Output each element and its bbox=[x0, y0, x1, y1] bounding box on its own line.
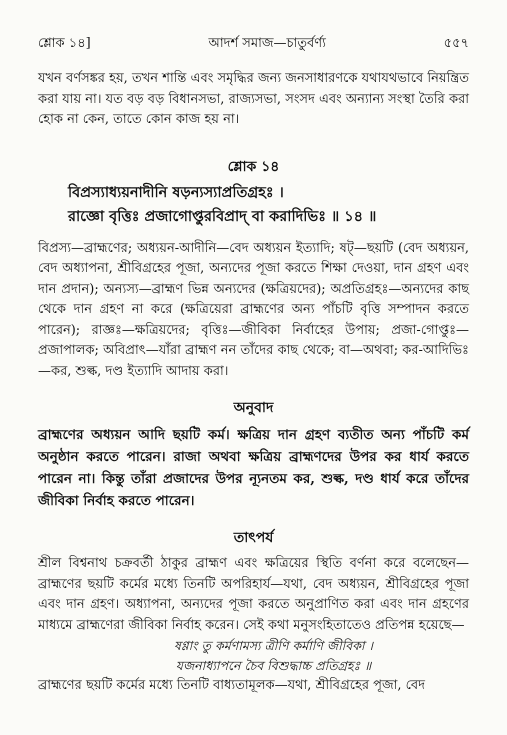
translation-heading: অনুবাদ bbox=[233, 400, 274, 416]
verse-line-1: বিপ্রস্যাধ্যয়নাদীনি ষড়ন্যস্যাপ্রতিগ্রহঃ । bbox=[68, 183, 284, 201]
quote-line-1: ষণ্ণাং তু কর্মণামস্য ত্রীণি কর্মাণি জীবিকা । bbox=[173, 638, 374, 653]
translation-text: ব্রাহ্মণের অধ্যয়ন আদি ছয়টি কর্ম। ক্ষত্রিয় দান গ্রহণ ব্যতীত অন্য পাঁচটি কর্ম অনুষ্ঠান করতে পারেন। রাজা অথবা ক্ষত্রিয় ব্রাহ্মণদের উপর কর ধার্য করতে পারেন না। কিন্তু তাঁরা প্রজাদের উপর ন্যূনতম কর, শুল্ক, দণ্ড ধার্য করে তাঁদের জীবিকা নির্বাহ করতে পারেন। bbox=[38, 427, 469, 509]
verse-heading: শ্লোক ১৪ bbox=[227, 158, 280, 175]
header-verse-ref: শ্লোক ১৪] bbox=[38, 36, 91, 51]
purport-heading: তাৎপর্য bbox=[233, 530, 274, 546]
page-number: ৫৫৭ bbox=[443, 36, 469, 51]
header-chapter-title: আদর্শ সমাজ—চাতুর্বর্ণ্য bbox=[208, 36, 326, 51]
sanskrit-verse bbox=[38, 181, 469, 229]
quote-line-2: যজনাধ্যাপনে চৈব বিশুদ্ধাচ্চ প্রতিগ্রহঃ ॥ bbox=[175, 658, 372, 673]
intro-paragraph: যখন বর্ণসঙ্কর হয়, তখন শান্তি এবং সমৃদ্ধির জন্য জনসাধারণকে যথাযথভাবে নিয়ন্ত্রিত করা যায় না। যত বড় বড় বিধানসভা, রাজ্যসভা, সংসদ এবং অন্যান্য সংস্থা তৈরি করা হোক না কেন, তাতে কোন কাজ হয় না। bbox=[38, 71, 469, 127]
purport-text: শ্রীল বিশ্বনাথ চক্রবর্তী ঠাকুর ব্রাহ্মণ এবং ক্ষত্রিয়ের স্থিতি বর্ণনা করে বলেছেন—ব্রাহ্মণের ছয়টি কর্মের মধ্যে তিনটি অপরিহার্য—যথা, বেদ অধ্যয়ন, শ্রীবিগ্রহের পূজা এবং দান গ্রহণ। অধ্যাপনা, অন্যদের পূজা করতে অনুপ্রাণিত করা এবং দান গ্রহণের মাধ্যমে ব্রাহ্মণেরা জীবিকা নির্বাহ করেন। সেই কথা মনুসংহিতাতেও প্রতিপন্ন হয়েছে— bbox=[38, 556, 469, 633]
running-header bbox=[38, 34, 469, 55]
purport-continued: ব্রাহ্মণের ছয়টি কর্মের মধ্যে তিনটি বাধ্যতামূলক—যথা, শ্রীবিগ্রহের পূজা, বেদ bbox=[38, 678, 425, 693]
word-for-word: বিপ্রস্য—ব্রাহ্মণের; অধ্যয়ন-আদীনি—বেদ অধ্যয়ন ইত্যাদি; ষট্—ছয়টি (বেদ অধ্যয়ন, বেদ অধ্যাপনা, শ্রীবিগ্রহের পূজা, অন্যদের পূজা করতে শিক্ষা দেওয়া, দান গ্রহণ এবং দান প্রদান); অন্যস্য—ব্রাহ্মণ ভিন্ন অন্যদের (ক্ষত্রিয়দের); অপ্রতিগ্রহঃ—অন্যদের কাছ থেকে দান গ্রহণ না করে (ক্ষত্রিয়েরা ব্রাহ্মণের অন্য পাঁচটি বৃত্তি সম্পাদন করতে পারেন); রাজ্ঞঃ—ক্ষত্রিয়দের; বৃত্তিঃ—জীবিকা নির্বাহের উপায়; প্রজা-গোপ্তুঃ—প্রজাপালক; অবিপ্রাৎ—যাঁরা ব্রাহ্মণ নন তাঁদের কাছ থেকে; বা—অথবা; কর-আদিভিঃ—কর, শুল্ক, দণ্ড ইত্যাদি আদায় করা। bbox=[38, 240, 469, 379]
verse-line-2: রাজ্ঞো বৃত্তিঃ প্রজাগোপ্তুরবিপ্রাদ্ বা করাদিভিঃ ॥ ১৪ ॥ bbox=[68, 207, 377, 225]
scripture-quote bbox=[38, 636, 469, 676]
